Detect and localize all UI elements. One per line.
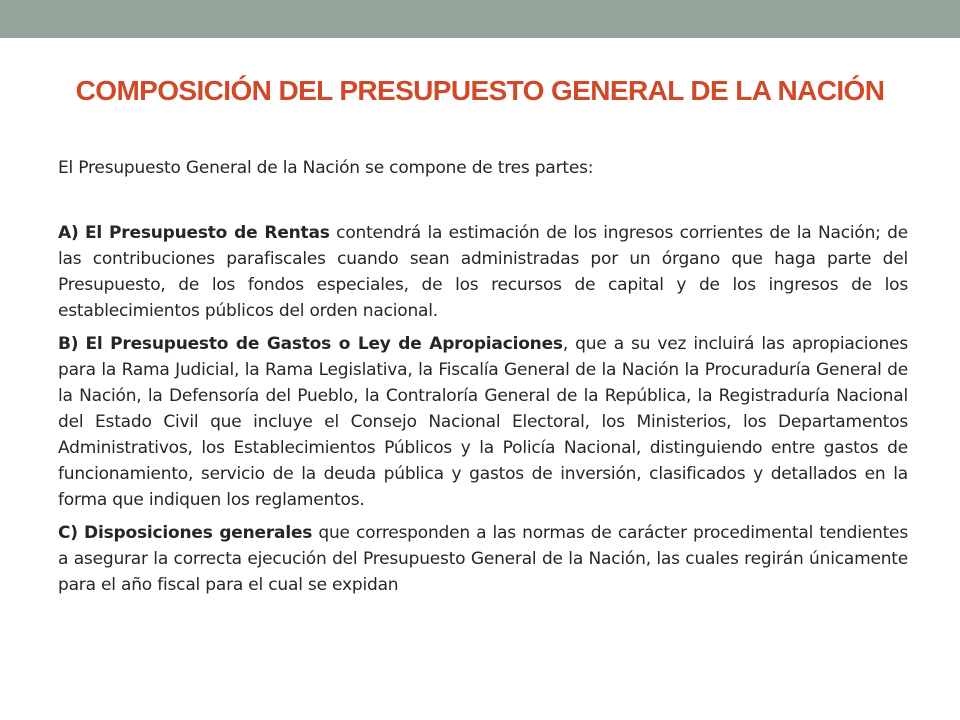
slide-title: COMPOSICIÓN DEL PRESUPUESTO GENERAL DE LA NACIÓN xyxy=(75,75,885,106)
item-c-letter: C) xyxy=(58,523,78,543)
item-b-heading: El Presupuesto de Gastos o Ley de Apropiaciones xyxy=(85,334,563,354)
item-a-letter: A) xyxy=(58,223,79,243)
list-item-c xyxy=(58,520,908,598)
slide-body xyxy=(58,155,908,605)
list-item-a xyxy=(58,220,908,324)
top-accent-bar xyxy=(0,0,960,38)
item-b-letter: B) xyxy=(58,334,79,354)
list-item-b xyxy=(58,331,908,513)
item-a-heading: El Presupuesto de Rentas xyxy=(85,223,330,243)
item-a-text: contendrá la estimación de los ingresos corrientes de la Nación; de las contribuciones parafiscales cuando sean administradas por un órgano que haga parte del Presupuesto, de los fondos especiales, de los recursos de capital y de los ingresos de los establecimientos públicos del orden nacional. xyxy=(58,223,908,321)
item-b-text: , que a su vez incluirá las apropiaciones para la Rama Judicial, la Rama Legislativa, la Fiscalía General de la Nación la Procuraduría General de la Nación, la Defensoría del Pueblo, la Contraloría General de la República, la Registraduría Nacional del Estado Civil que incluye el Consejo Nacional Electoral, los Ministerios, los Departamentos Administrativos, los Establecimientos Públicos y la Policía Nacional, distinguiendo entre gastos de funcionamiento, servicio de la deuda pública y gastos de inversión, clasificados y detallados en la forma que indiquen los reglamentos. xyxy=(58,334,908,510)
intro-text: El Presupuesto General de la Nación se compone de tres partes: xyxy=(58,158,594,178)
item-c-heading: Disposiciones generales xyxy=(84,523,313,543)
item-c-text: que corresponden a las normas de carácter procedimental tendientes a asegurar la correcta ejecución del Presupuesto General de la Nación, las cuales regirán únicamente para el año fiscal para el cual se expidan xyxy=(58,523,908,595)
